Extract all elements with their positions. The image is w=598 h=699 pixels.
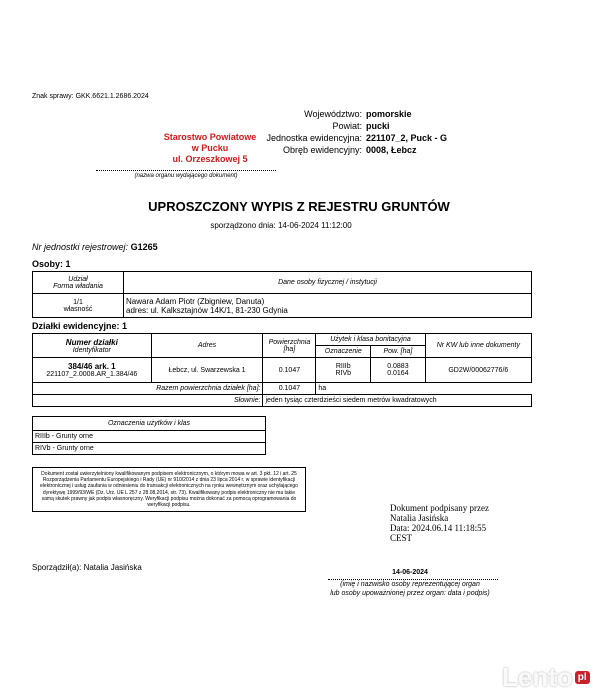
office-divider — [96, 170, 276, 171]
location-value: pomorskie — [366, 109, 412, 119]
owners-heading: Osoby: 1 — [32, 259, 71, 269]
location-row — [210, 145, 450, 157]
owner-person — [124, 294, 532, 318]
signature-line: CEST — [390, 533, 413, 543]
parcels-words-value: jeden tysiąc czterdzieści siedem metrów kwadratowych — [263, 395, 532, 407]
parcels-header-area — [263, 334, 316, 358]
parcels-header-usage: Użytek i klasa bonitacyjna — [316, 334, 425, 346]
location-block — [210, 109, 450, 157]
parcels-table — [32, 333, 532, 407]
owner-share-fraction: 1/1 — [73, 298, 83, 306]
office-line-3: ul. Orzeszkowej 5 — [172, 154, 248, 164]
parcel-use-area: 0.0883 — [387, 363, 409, 370]
parcels-total-value: 0.1047 — [263, 383, 316, 395]
parcels-header-address: Adres — [151, 334, 263, 358]
case-number: Znak sprawy: GKK.6621.1.2686.2024 — [32, 93, 149, 100]
office-line-2: w Pucku — [191, 143, 229, 153]
parcels-heading: Działki ewidencyjne: 1 — [32, 321, 128, 331]
signature-line: Dokument podpisany przez — [390, 503, 489, 513]
location-label: Powiat: — [332, 121, 362, 131]
document-date: sporządzono dnia: 14-06-2024 11:12:00 — [210, 221, 352, 230]
location-value: 221107_2, Puck - G — [366, 133, 448, 143]
location-value: 0008, Łebcz — [366, 145, 417, 155]
office-line-1: Starostwo Powiatowe — [163, 132, 257, 142]
sign-caption — [310, 580, 510, 598]
parcels-header-area-line: [ha] — [283, 345, 296, 353]
location-row — [210, 121, 450, 133]
location-label: Jednostka ewidencyjna: — [266, 133, 362, 143]
parcel-kw: GD2W/00062776/6 — [425, 358, 531, 383]
legend-item: RIVb - Grunty orne — [33, 443, 266, 455]
parcel-number: 384/46 ark. 1 — [68, 362, 116, 371]
location-label: Obręb ewidencyjny: — [282, 145, 362, 155]
parcel-number-cell — [33, 358, 152, 383]
parcel-area: 0.1047 — [263, 358, 316, 383]
signature-line: Data: 2024.06.14 11:18:55 — [390, 523, 487, 533]
parcels-header-area-line: Powierzchnia — [268, 338, 311, 346]
owners-header-share — [33, 272, 124, 294]
owners-header-person: Dane osoby fizycznej / instytucji — [124, 272, 532, 294]
sign-caption-line: (imię i nazwisko osoby reprezentującej organ — [340, 581, 480, 588]
parcels-header-number-label: Numer działki — [65, 337, 118, 347]
parcels-header-identifier-label: Identyfikator — [72, 346, 111, 354]
parcels-words-label: Słownie: — [33, 395, 263, 407]
watermark-logo — [502, 662, 590, 693]
parcels-header-kw: Nr KW lub inne dokumenty — [425, 334, 531, 358]
owners-header-share-line: Udział — [68, 275, 88, 283]
parcels-header-number — [33, 334, 152, 358]
owners-header-share-line: Forma władania — [53, 282, 103, 290]
legend-heading: Oznaczenia użytków i klas — [33, 417, 266, 431]
office-caption: (nazwa organu wydającego dokument) — [134, 173, 238, 179]
unit-number — [32, 242, 158, 252]
signature-notice: Dokument został uwierzytelniony kwalifikowanym podpisem elektronicznym, o którym mowa w art. 3 pkt. 12 i art. 25 Rozporządzenia Parlamentu Europejskiego i Rady (UE) nr 910/2014 z dnia 23 lipca 2014 r. w sprawie identyfikacji elektronicznej i usług zaufania w odniesieniu do transakcji elektronicznych na rynku wewnętrznym oraz uchylającego dyrektywę 1999/93/WE (Dz. Urz. UE L 257 z 28.08.2014, str. 73). Kwalifikowany podpis elektroniczny nie ma takie samą skutek prawny jak podpis własnoręczny. Weryfikacji podpisu można dokonać za pomocą oprogramowania do weryfikacji podpisu. — [32, 467, 306, 512]
parcel-designation: RIIIb — [335, 363, 351, 370]
parcel-designation: RIVb — [335, 370, 352, 377]
owner-share — [33, 294, 124, 318]
location-value: pucki — [366, 121, 390, 131]
parcels-header-use-area: Pow. [ha] — [371, 346, 426, 358]
legend-table — [32, 416, 266, 455]
parcels-total-label: Razem powierzchnia działek [ha]: — [33, 383, 263, 395]
parcels-header-designation: Oznaczenie — [316, 346, 371, 358]
watermark-badge: pl — [575, 671, 590, 684]
document-title: UPROSZCZONY WYPIS Z REJESTRU GRUNTÓW — [148, 199, 450, 214]
parcels-total-unit: ha — [318, 385, 327, 392]
sign-caption-line: lub osoby upoważnionej przez organ: data i podpis) — [330, 590, 490, 597]
owner-name: Nawara Adam Piotr (Zbigniew, Danuta) — [126, 296, 265, 306]
legend-item: RIIIb - Grunty orne — [33, 431, 266, 443]
prepared-by: Sporządził(a): Natalia Jasińska — [32, 563, 142, 572]
signature-block — [390, 503, 489, 543]
unit-number-value: G1265 — [130, 242, 158, 252]
parcel-use-area: 0.0164 — [387, 370, 409, 377]
location-row — [210, 133, 450, 145]
parcel-address: Łebcz, ul. Swarzewska 1 — [151, 358, 263, 383]
parcel-use-areas — [371, 358, 426, 383]
owner-share-form: własność — [63, 305, 93, 313]
location-row — [210, 109, 450, 121]
unit-number-label: Nr jednostki rejestrowej: — [32, 242, 129, 252]
signature-line: Natalia Jasińska — [390, 513, 449, 523]
location-label: Województwo: — [304, 109, 362, 119]
sign-date: 14-06-2024 — [392, 569, 428, 576]
parcel-designations — [316, 358, 371, 383]
watermark-brand: Lento — [502, 662, 573, 692]
parcel-identifier: 221107_2.0008.AR_1.384/46 — [46, 371, 138, 378]
owners-table — [32, 271, 532, 318]
owner-address: adres: ul. Kalksztajnów 14K/1, 81-230 Gdynia — [126, 305, 288, 315]
